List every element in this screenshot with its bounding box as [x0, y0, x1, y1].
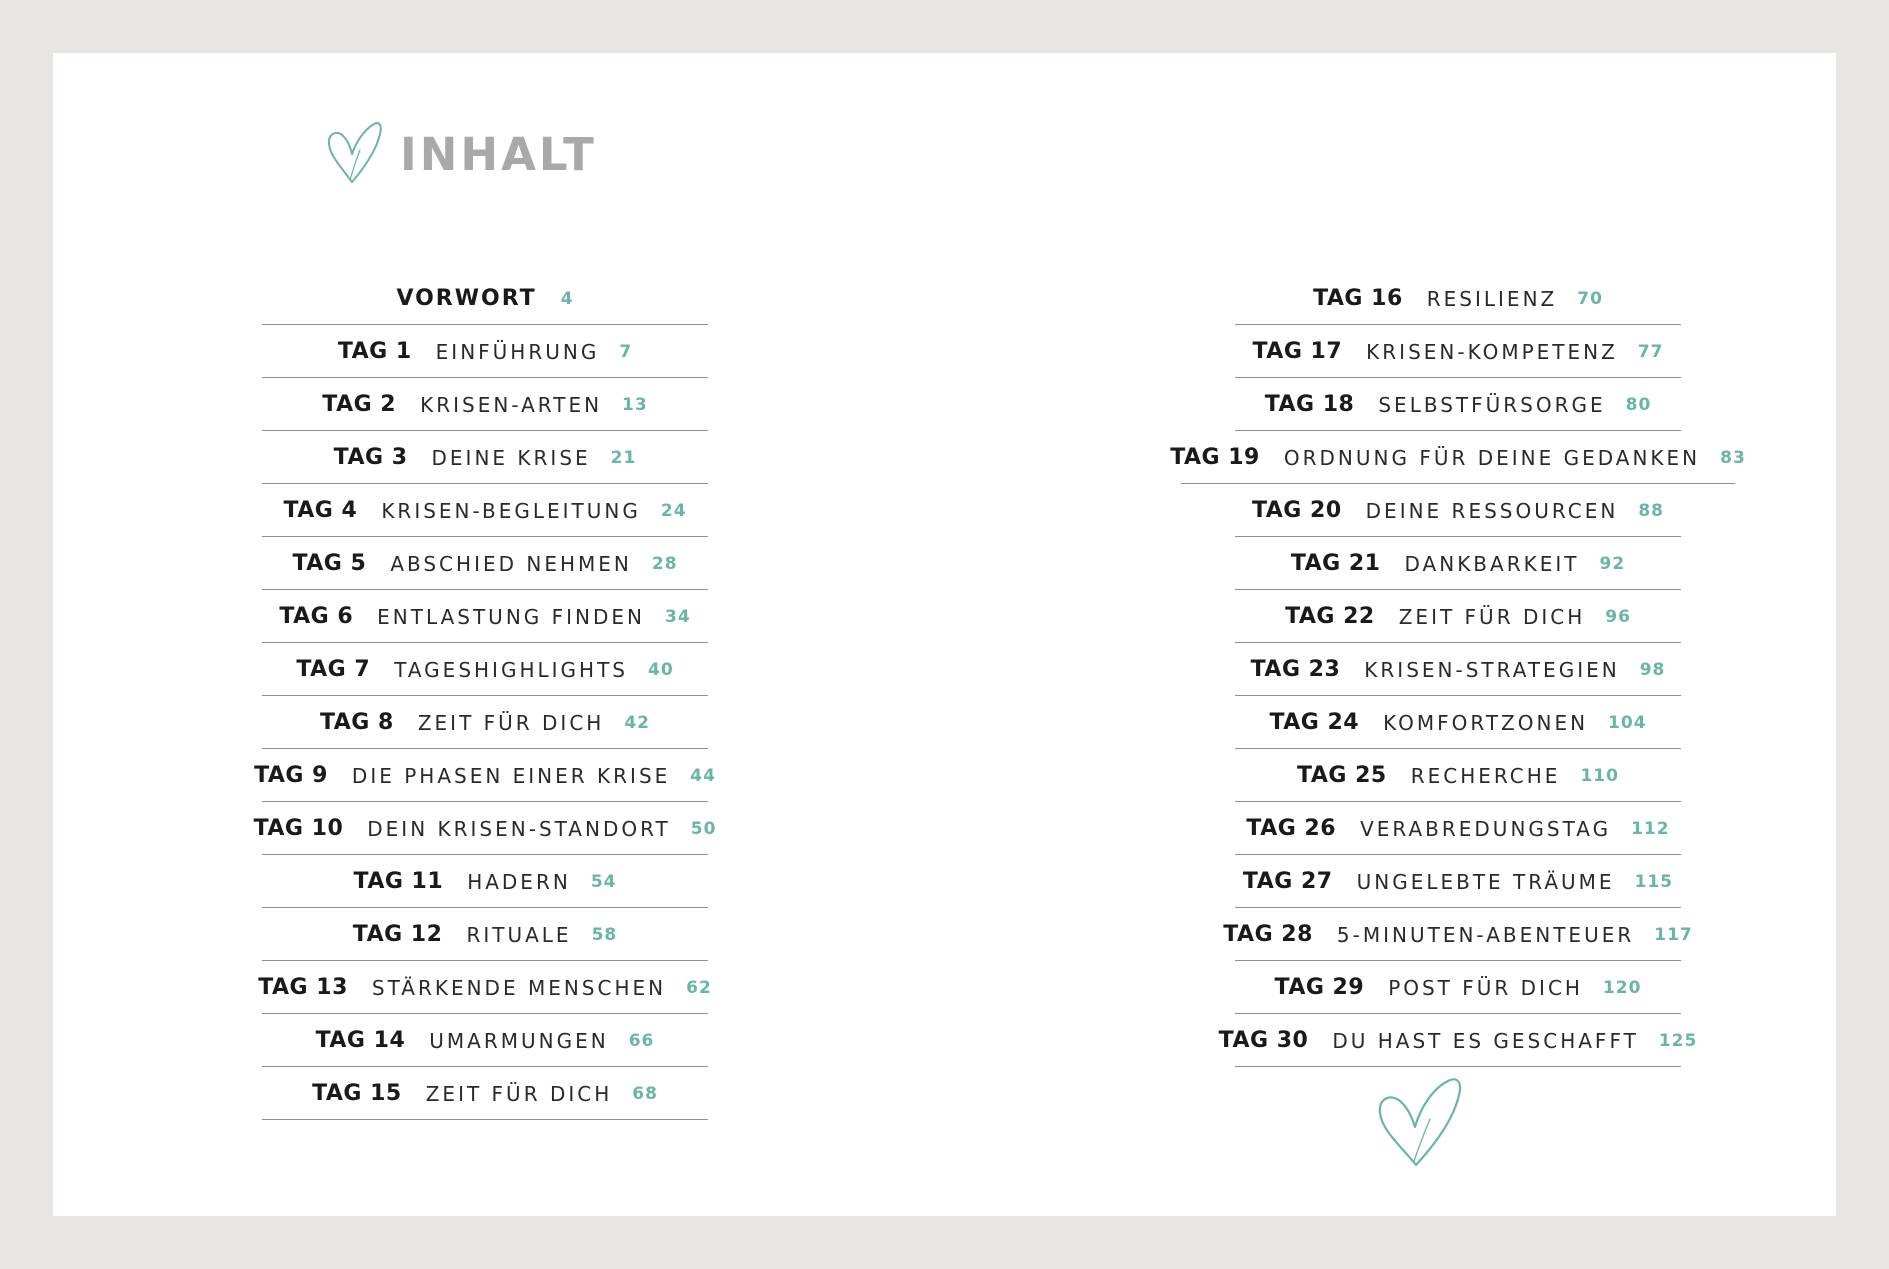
- toc-entry-title: ZEIT FÜR DICH: [417, 710, 605, 735]
- toc-entry-title: RESILIENZ: [1426, 286, 1558, 311]
- toc-entry[interactable]: [1181, 484, 1735, 537]
- toc-entry-title: KRISEN-KOMPETENZ: [1366, 339, 1618, 364]
- toc-entry[interactable]: [1181, 1014, 1735, 1067]
- toc-entry-page: 92: [1599, 553, 1626, 574]
- toc-entry-tag: TAG 2: [322, 392, 397, 417]
- toc-entry-title: DU HAST ES GESCHAFFT: [1332, 1028, 1639, 1053]
- toc-entry-page: 77: [1637, 341, 1664, 362]
- toc-entry-page: 68: [632, 1083, 658, 1104]
- toc-entry-tag: TAG 15: [312, 1081, 402, 1106]
- toc-entry-title: KRISEN-ARTEN: [420, 392, 603, 417]
- toc-entry-page: 88: [1638, 500, 1664, 521]
- toc-entry-tag: VORWORT: [396, 286, 537, 311]
- toc-entry[interactable]: [1181, 908, 1735, 961]
- toc-entry-title: UNGELEBTE TRÄUME: [1356, 869, 1615, 894]
- toc-entry-page: 28: [651, 553, 678, 574]
- toc-entry-tag: TAG 23: [1250, 657, 1341, 682]
- toc-entry[interactable]: [254, 749, 716, 802]
- toc-entry[interactable]: [1181, 749, 1735, 802]
- toc-entry[interactable]: [262, 590, 708, 643]
- toc-entry-tag: TAG 18: [1264, 392, 1355, 417]
- toc-entry-tag: TAG 1: [337, 339, 412, 364]
- toc-entry[interactable]: [262, 537, 708, 590]
- toc-entry[interactable]: [1181, 855, 1735, 908]
- toc-entry-page: 4: [560, 288, 574, 309]
- toc-entry-page: 44: [690, 765, 716, 786]
- toc-entry-title: KOMFORTZONEN: [1383, 710, 1589, 735]
- toc-entry[interactable]: [262, 484, 708, 537]
- toc-entry-title: UMARMUNGEN: [429, 1028, 609, 1053]
- toc-entry-title: HADERN: [467, 869, 571, 894]
- toc-entry-page: 62: [686, 977, 712, 998]
- toc-entry-title: STÄRKENDE MENSCHEN: [371, 975, 667, 1000]
- toc-entry[interactable]: [262, 855, 708, 908]
- toc-entry-tag: TAG 20: [1251, 498, 1342, 523]
- toc-entry[interactable]: [262, 1014, 708, 1067]
- toc-entry-vorwort[interactable]: [262, 272, 708, 325]
- toc-entry-tag: TAG 21: [1290, 551, 1381, 576]
- toc-entry-tag: TAG 6: [279, 604, 354, 629]
- toc-entry-title: TAGESHIGHLIGHTS: [394, 657, 628, 682]
- toc-entry-title: ORDNUNG FÜR DEINE GEDANKEN: [1283, 445, 1701, 470]
- toc-entry[interactable]: [258, 961, 712, 1014]
- toc-entry-tag: TAG 10: [253, 816, 344, 841]
- toc-entry[interactable]: [1181, 378, 1735, 431]
- toc-entry-tag: TAG 9: [254, 763, 328, 788]
- toc-entry[interactable]: [1170, 431, 1746, 484]
- toc-entry[interactable]: [1181, 272, 1735, 325]
- toc-entry-title: ZEIT FÜR DICH: [425, 1081, 613, 1106]
- toc-entry-tag: TAG 26: [1246, 816, 1337, 841]
- toc-entry-tag: TAG 30: [1218, 1028, 1309, 1053]
- toc-entry-page: 21: [610, 447, 637, 468]
- toc-entry-page: 70: [1577, 288, 1603, 309]
- toc-entry-title: DIE PHASEN EINER KRISE: [351, 763, 671, 788]
- toc-entry-page: 42: [624, 712, 651, 733]
- toc-entry-page: 66: [628, 1030, 655, 1051]
- toc-entry[interactable]: [262, 643, 708, 696]
- toc-entry-title: ENTLASTUNG FINDEN: [377, 604, 645, 629]
- toc-entry-page: 117: [1654, 924, 1693, 945]
- toc-entry-title: RECHERCHE: [1410, 763, 1561, 788]
- toc-entry-title: KRISEN-STRATEGIEN: [1364, 657, 1620, 682]
- toc-entry-tag: TAG 28: [1223, 922, 1313, 947]
- toc-entry-page: 112: [1631, 818, 1670, 839]
- toc-entry-title: DANKBARKEIT: [1404, 551, 1580, 576]
- toc-entry-page: 120: [1602, 977, 1642, 998]
- toc-entry-page: 50: [690, 818, 717, 839]
- toc-entry-tag: TAG 4: [283, 498, 358, 523]
- toc-entry-tag: TAG 17: [1252, 339, 1343, 364]
- toc-right-column: [1170, 272, 1746, 1067]
- toc-entry[interactable]: [262, 378, 708, 431]
- book-page-spread: [53, 53, 1836, 1216]
- toc-entry-page: 58: [591, 924, 618, 945]
- toc-entry-page: 7: [619, 341, 633, 362]
- toc-entry[interactable]: [1181, 802, 1735, 855]
- toc-entry-page: 125: [1658, 1030, 1698, 1051]
- toc-entry-title: VERABREDUNGSTAG: [1360, 816, 1612, 841]
- toc-entry-tag: TAG 25: [1297, 763, 1387, 788]
- toc-entry-page: 54: [590, 871, 617, 892]
- toc-entry-page: 115: [1634, 871, 1674, 892]
- toc-entry-tag: TAG 13: [258, 975, 348, 1000]
- heart-outline-icon: [326, 120, 384, 188]
- toc-entry-title: DEINE KRISE: [431, 445, 591, 470]
- toc-heading: [326, 109, 597, 199]
- toc-entry-tag: TAG 24: [1269, 710, 1360, 735]
- toc-title: INHALT: [400, 127, 597, 181]
- toc-entry-title: KRISEN-BEGLEITUNG: [381, 498, 641, 523]
- toc-entry-title: SELBSTFÜRSORGE: [1378, 392, 1606, 417]
- toc-entry-title: POST FÜR DICH: [1388, 975, 1583, 1000]
- toc-entry-title: ZEIT FÜR DICH: [1398, 604, 1586, 629]
- toc-entry-title: DEIN KRISEN-STANDORT: [367, 816, 671, 841]
- toc-entry-page: 40: [647, 659, 674, 680]
- toc-entry[interactable]: [262, 1067, 708, 1120]
- toc-entry-title: 5-MINUTEN-ABENTEUER: [1336, 922, 1635, 947]
- toc-entry-tag: TAG 12: [352, 922, 443, 947]
- heart-outline-icon: [1376, 1073, 1464, 1173]
- toc-entry-title: RITUALE: [466, 922, 572, 947]
- toc-entry[interactable]: [1181, 537, 1735, 590]
- toc-entry[interactable]: [253, 802, 717, 855]
- toc-entry-tag: TAG 3: [333, 445, 408, 470]
- toc-entry-page: 104: [1608, 712, 1647, 733]
- toc-entry-page: 13: [622, 394, 648, 415]
- toc-entry-tag: TAG 29: [1274, 975, 1365, 1000]
- toc-entry[interactable]: [262, 325, 708, 378]
- toc-entry-tag: TAG 27: [1242, 869, 1333, 894]
- toc-entry-tag: TAG 19: [1170, 445, 1260, 470]
- toc-entry[interactable]: [1181, 961, 1735, 1014]
- toc-entry-page: 24: [660, 500, 687, 521]
- toc-entry-page: 96: [1605, 606, 1631, 627]
- toc-entry[interactable]: [1181, 325, 1735, 378]
- toc-entry[interactable]: [262, 908, 708, 961]
- toc-left-column: [253, 272, 717, 1120]
- toc-entry-tag: TAG 22: [1285, 604, 1375, 629]
- toc-entry-tag: TAG 8: [319, 710, 394, 735]
- toc-entry-page: 34: [665, 606, 691, 627]
- toc-entry-page: 110: [1580, 765, 1619, 786]
- toc-entry[interactable]: [1181, 696, 1735, 749]
- toc-entry[interactable]: [262, 431, 708, 484]
- toc-entry-page: 80: [1625, 394, 1652, 415]
- toc-entry-tag: TAG 11: [353, 869, 444, 894]
- toc-entry[interactable]: [1181, 643, 1735, 696]
- toc-entry-title: ABSCHIED NEHMEN: [390, 551, 632, 576]
- toc-entry-title: DEINE RESSOURCEN: [1365, 498, 1619, 523]
- toc-entry-tag: TAG 7: [296, 657, 371, 682]
- toc-entry-tag: TAG 14: [315, 1028, 406, 1053]
- toc-entry-tag: TAG 16: [1313, 286, 1403, 311]
- toc-entry[interactable]: [262, 696, 708, 749]
- toc-entry[interactable]: [1181, 590, 1735, 643]
- toc-entry-tag: TAG 5: [292, 551, 367, 576]
- toc-entry-page: 98: [1639, 659, 1666, 680]
- toc-entry-title: EINFÜHRUNG: [435, 339, 600, 364]
- toc-entry-page: 83: [1720, 447, 1746, 468]
